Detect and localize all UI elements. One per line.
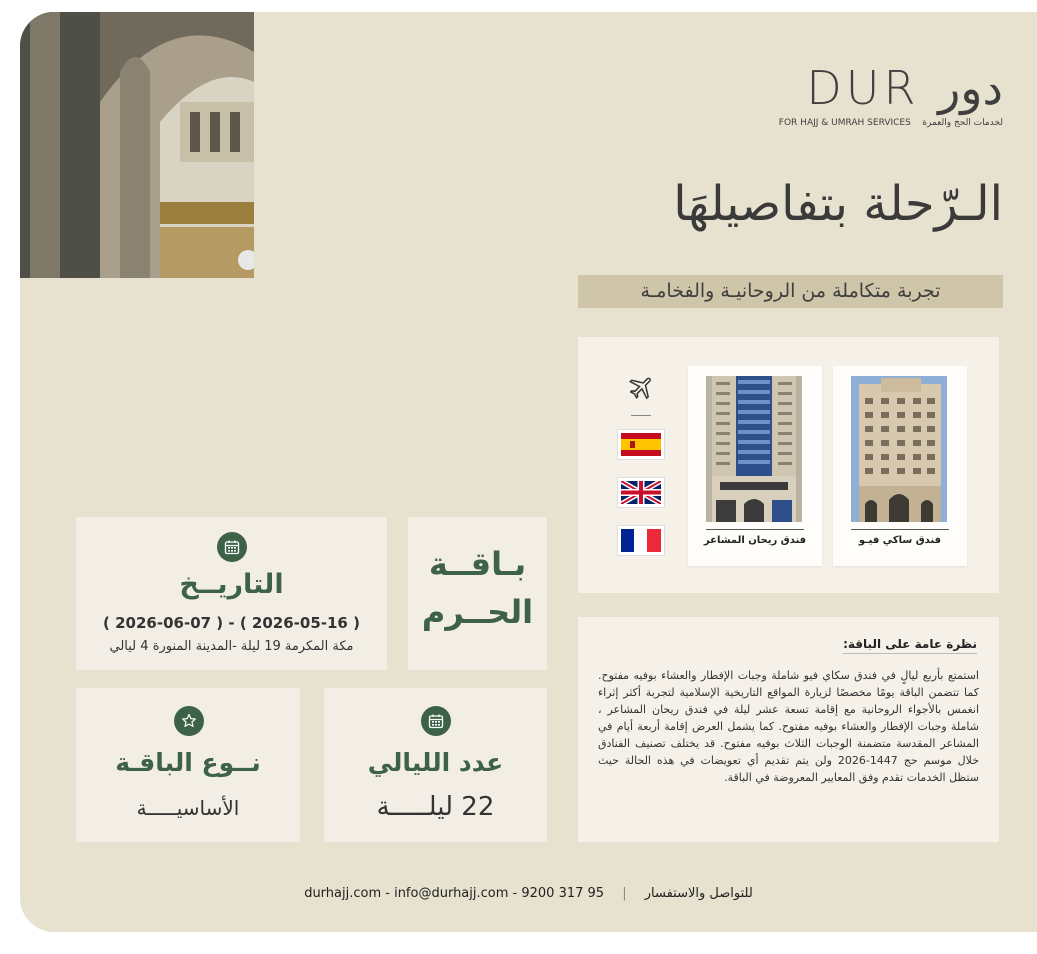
plane-icon — [626, 373, 656, 403]
hotel-name: فندق ساكي فيـو — [858, 535, 942, 546]
france-flag-icon — [618, 526, 664, 555]
hotel-card-sky-view — [833, 366, 967, 566]
date-card-title: التاريــخ — [179, 569, 284, 600]
logo-tagline-ar: لخدمات الحج والعمرة — [922, 118, 1003, 128]
headline: الـرّحلة بتفاصيلهَا — [673, 176, 1003, 232]
overview-body: استمتع بأربع ليالٍ في فندق سكاي فيو شاملة وجبات الإفطار والعشاء بوفيه مفتوح. كما تتضمن الباقة يومًا مخصصًا لزيارة المواقع التاريخية الإسلامية لتجربة أكثر إثراء انغمس بالأجواء الروحانية مع إقامة تسعة عشر ليلة في فندق ريحان المشاعر ، شاملة وجبات الإفطار والعشاء بوفيه مفتوح. كما يشمل العرض إقامة أربعة أيام في المشاعر المقدسة متضمنة الوجبات الثلاث بوفيه مفتوح. قد يختلف تصنيف الفنادق خلال موسم حج 1447-2026 ولن يتم تقديم أي تعويضات في هذه الحالة حيث ستظل الخدمات تقدم وفق المعايير المعروضة في الباقة. — [598, 669, 980, 784]
logo-tagline — [773, 118, 1003, 128]
date-range: ( 2026-05-16 ) - ( 2026-06-07 ) — [103, 614, 360, 632]
brand-logo — [773, 60, 1003, 128]
nights-title: عدد الليالي — [367, 748, 504, 777]
calendar-icon — [217, 532, 247, 562]
package-name-line2: الحــرم — [421, 593, 534, 631]
nights-card — [324, 688, 547, 842]
footer — [20, 886, 1037, 901]
package-type-title: نــوع الباقـة — [115, 748, 261, 777]
logo-wordmark: DUR دور — [806, 61, 1003, 115]
logo-tagline-en: FOR HAJJ & UMRAH SERVICES — [778, 118, 911, 128]
package-type-value: الأساسيـــــة — [136, 796, 240, 820]
package-name-card — [408, 517, 547, 670]
mosque-arch-photo — [20, 12, 254, 278]
date-card — [76, 517, 387, 670]
spain-flag-icon — [618, 430, 664, 459]
uk-flag-icon — [618, 478, 664, 507]
overview-title: نظرة عامة على الباقة: — [843, 637, 977, 654]
hotels-card — [578, 337, 999, 593]
date-location: مكة المكرمة 19 ليلة -المدينة المنورة 4 ليالي — [109, 639, 354, 654]
subtitle-band: تجربة متكاملة من الروحانيـة والفخامـة — [578, 275, 1003, 308]
star-icon — [174, 706, 204, 736]
footer-contacts[interactable]: durhajj.com - info@durhajj.com - 9200 317 95 — [304, 886, 605, 901]
hotel-name: فندق ريحان المشاعر — [703, 535, 807, 546]
overview-card — [578, 617, 999, 842]
hotel-card-rayhan — [688, 366, 822, 566]
calendar-icon — [421, 706, 451, 736]
package-name-line1: بـاقــة — [428, 545, 527, 583]
divider-dash — [631, 415, 651, 416]
footer-separator: | — [622, 886, 627, 901]
nights-value: 22 ليلـــــة — [376, 792, 495, 822]
hotel-divider — [706, 529, 804, 530]
hotel-divider — [851, 529, 949, 530]
hotel-rayhan-photo — [706, 376, 802, 522]
hotel-sky-view-photo — [851, 376, 947, 522]
package-type-card — [76, 688, 300, 842]
footer-label: للتواصل والاستفسار — [644, 886, 753, 901]
